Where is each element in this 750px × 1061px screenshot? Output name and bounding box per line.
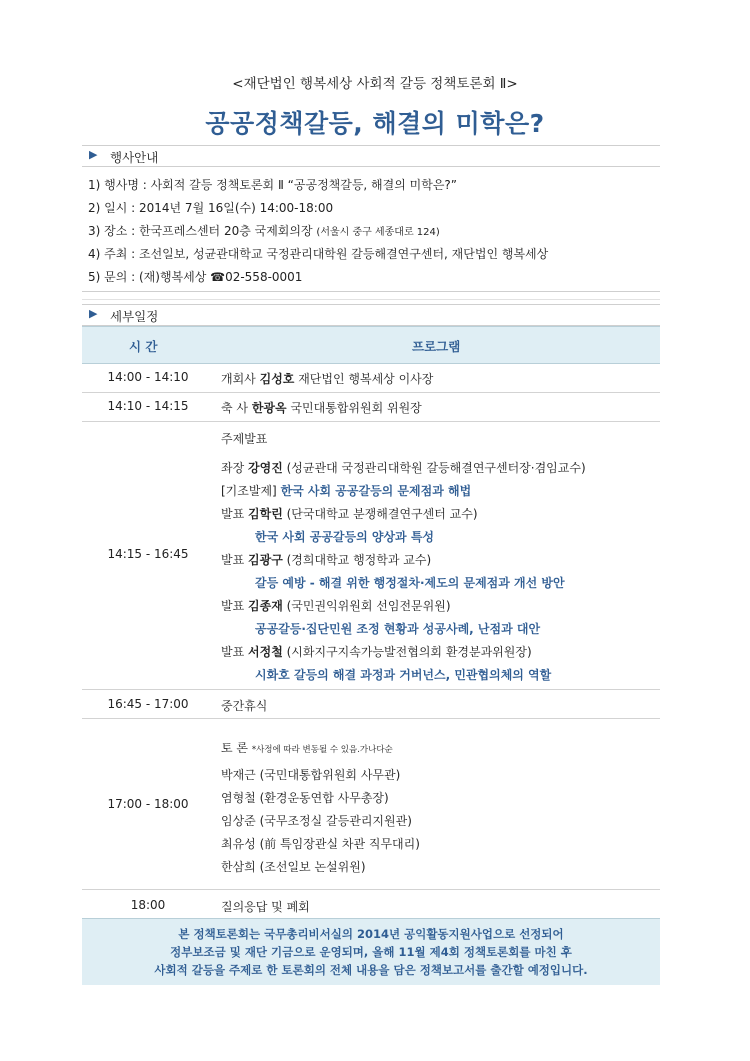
role-label: [기조발제] (221, 484, 277, 498)
info-item-venue-address: (서울시 중구 세종대로 124) (316, 227, 440, 238)
row-time: 14:10 - 14:15 (107, 399, 189, 413)
speaker-affiliation: 국민대통합위원회 위원장 (290, 401, 422, 415)
row-divider (82, 421, 660, 422)
speaker-name: 김성호 (259, 372, 295, 386)
presenter-line (221, 597, 451, 614)
footer-line: 정부보조금 및 재단 기금으로 운영되며, 올해 11월 제4회 정책토론회를 마친 후 (170, 945, 572, 959)
role-label: 축 사 (221, 401, 248, 415)
info-item-venue-text: 3) 장소 : 한국프레스센터 20층 국제회의장 (88, 224, 313, 238)
talk-title: 공공갈등·집단민원 조정 현황과 성공사례, 난점과 대안 (255, 622, 541, 636)
role-label: 발표 (221, 553, 245, 567)
panelist: 최유성 (前 특임장관실 차관 직무대리) (221, 837, 420, 851)
section-header-event-info (82, 145, 660, 167)
divider (82, 299, 660, 300)
row-program-congrats (221, 399, 422, 416)
discussion-heading (221, 739, 393, 756)
row-time: 17:00 - 18:00 (107, 797, 189, 811)
talk-title: 갈등 예방 - 해결 위한 행정절차·제도의 문제점과 개선 방안 (255, 576, 565, 590)
row-time: 18:00 (130, 898, 166, 912)
triangle-bullet-icon: ▶ (89, 148, 98, 161)
info-item-venue (88, 222, 440, 239)
speaker-affiliation: 재단법인 행복세상 이사장 (298, 372, 434, 386)
talk-title: 한국 사회 공공갈등의 양상과 특성 (255, 530, 435, 544)
footer-line: 사회적 갈등을 주제로 한 토론회의 전체 내용을 담은 정책보고서를 출간할 예정입니다. (154, 963, 588, 977)
speaker-name: 김종재 (248, 599, 283, 613)
speaker-affiliation: (단국대학교 분쟁해결연구센터 교수) (286, 507, 478, 521)
presenter-line (221, 643, 532, 660)
keynote-line (221, 482, 471, 499)
triangle-bullet-icon: ▶ (89, 307, 98, 320)
row-program-break: 중간휴식 (221, 699, 268, 713)
footer-note (82, 918, 660, 985)
panelist: 박재근 (국민대통합위원회 사무관) (221, 768, 401, 782)
speaker-name: 김학린 (248, 507, 283, 521)
footer-line: 본 정책토론회는 국무총리비서실의 2014년 공익활동지원사업으로 선정되어 (178, 927, 564, 941)
section-header-schedule (82, 304, 660, 326)
talk-title: 한국 사회 공공갈등의 문제점과 해법 (280, 484, 472, 498)
speaker-name: 서정철 (248, 645, 283, 659)
chair-line (221, 459, 586, 476)
row-program-opening (221, 370, 433, 387)
role-label: 발표 (221, 645, 245, 659)
session-heading: 토 론 (221, 741, 248, 755)
session-heading: 주제발표 (221, 432, 268, 446)
divider (82, 291, 660, 292)
speaker-name: 한광옥 (251, 401, 287, 415)
speaker-affiliation: (성균관대 국정관리대학원 갈등해결연구센터장·겸임교수) (286, 461, 586, 475)
info-item-date: 2) 일시 : 2014년 7월 16일(수) 14:00-18:00 (88, 201, 334, 215)
panelist: 한삼희 (조선일보 논설위원) (221, 860, 366, 874)
panelist: 임상준 (국무조정실 갈등관리지원관) (221, 814, 412, 828)
row-time: 14:00 - 14:10 (107, 370, 189, 384)
row-time: 16:45 - 17:00 (107, 697, 189, 711)
column-header-program: 프로그램 (412, 339, 461, 354)
presenter-line (221, 505, 478, 522)
role-label: 발표 (221, 507, 245, 521)
role-label: 좌장 (221, 461, 245, 475)
section-label: 행사안내 (110, 150, 159, 165)
row-divider (82, 718, 660, 719)
info-item-contact: 5) 문의 : (재)행복세상 ☎02-558-0001 (88, 270, 303, 284)
talk-title: 시화호 갈등의 해결 과정과 거버넌스, 민관협의체의 역할 (255, 668, 552, 682)
page-title: 공공정책갈등, 해결의 미학은? (205, 109, 545, 138)
presenter-line (221, 551, 431, 568)
info-item-name: 1) 행사명 : 사회적 갈등 정책토론회 Ⅱ “공공정책갈등, 해결의 미학은?” (88, 178, 458, 192)
row-program-closing: 질의응답 및 폐회 (221, 900, 310, 914)
speaker-affiliation: (국민권익위원회 선임전문위원) (286, 599, 451, 613)
speaker-affiliation: (시화지구지속가능발전협의회 환경분과위원장) (286, 645, 532, 659)
column-header-time: 시 간 (129, 339, 158, 354)
talk-title-line (255, 528, 434, 545)
role-label: 개회사 (221, 372, 256, 386)
speaker-name: 강영진 (248, 461, 283, 475)
section-label: 세부일정 (110, 309, 159, 324)
info-item-host: 4) 주최 : 조선일보, 성균관대학교 국정관리대학원 갈등해결연구센터, 재단법인 행복세상 (88, 247, 549, 261)
schedule-table-header (82, 326, 660, 364)
speaker-name: 김광구 (248, 553, 283, 567)
row-divider (82, 889, 660, 890)
speaker-affiliation: (경희대학교 행정학과 교수) (286, 553, 432, 567)
talk-title-line (255, 574, 565, 591)
row-time: 14:15 - 16:45 (107, 547, 189, 561)
row-divider (82, 689, 660, 690)
role-label: 발표 (221, 599, 245, 613)
talk-title-line (255, 620, 540, 637)
panelist: 염형철 (환경운동연합 사무총장) (221, 791, 389, 805)
order-note: *사정에 따라 변동될 수 있음.가나다순 (251, 745, 393, 755)
row-divider (82, 392, 660, 393)
event-subtitle: <재단법인 행복세상 사회적 갈등 정책토론회 Ⅱ> (232, 76, 518, 92)
talk-title-line (255, 666, 551, 683)
